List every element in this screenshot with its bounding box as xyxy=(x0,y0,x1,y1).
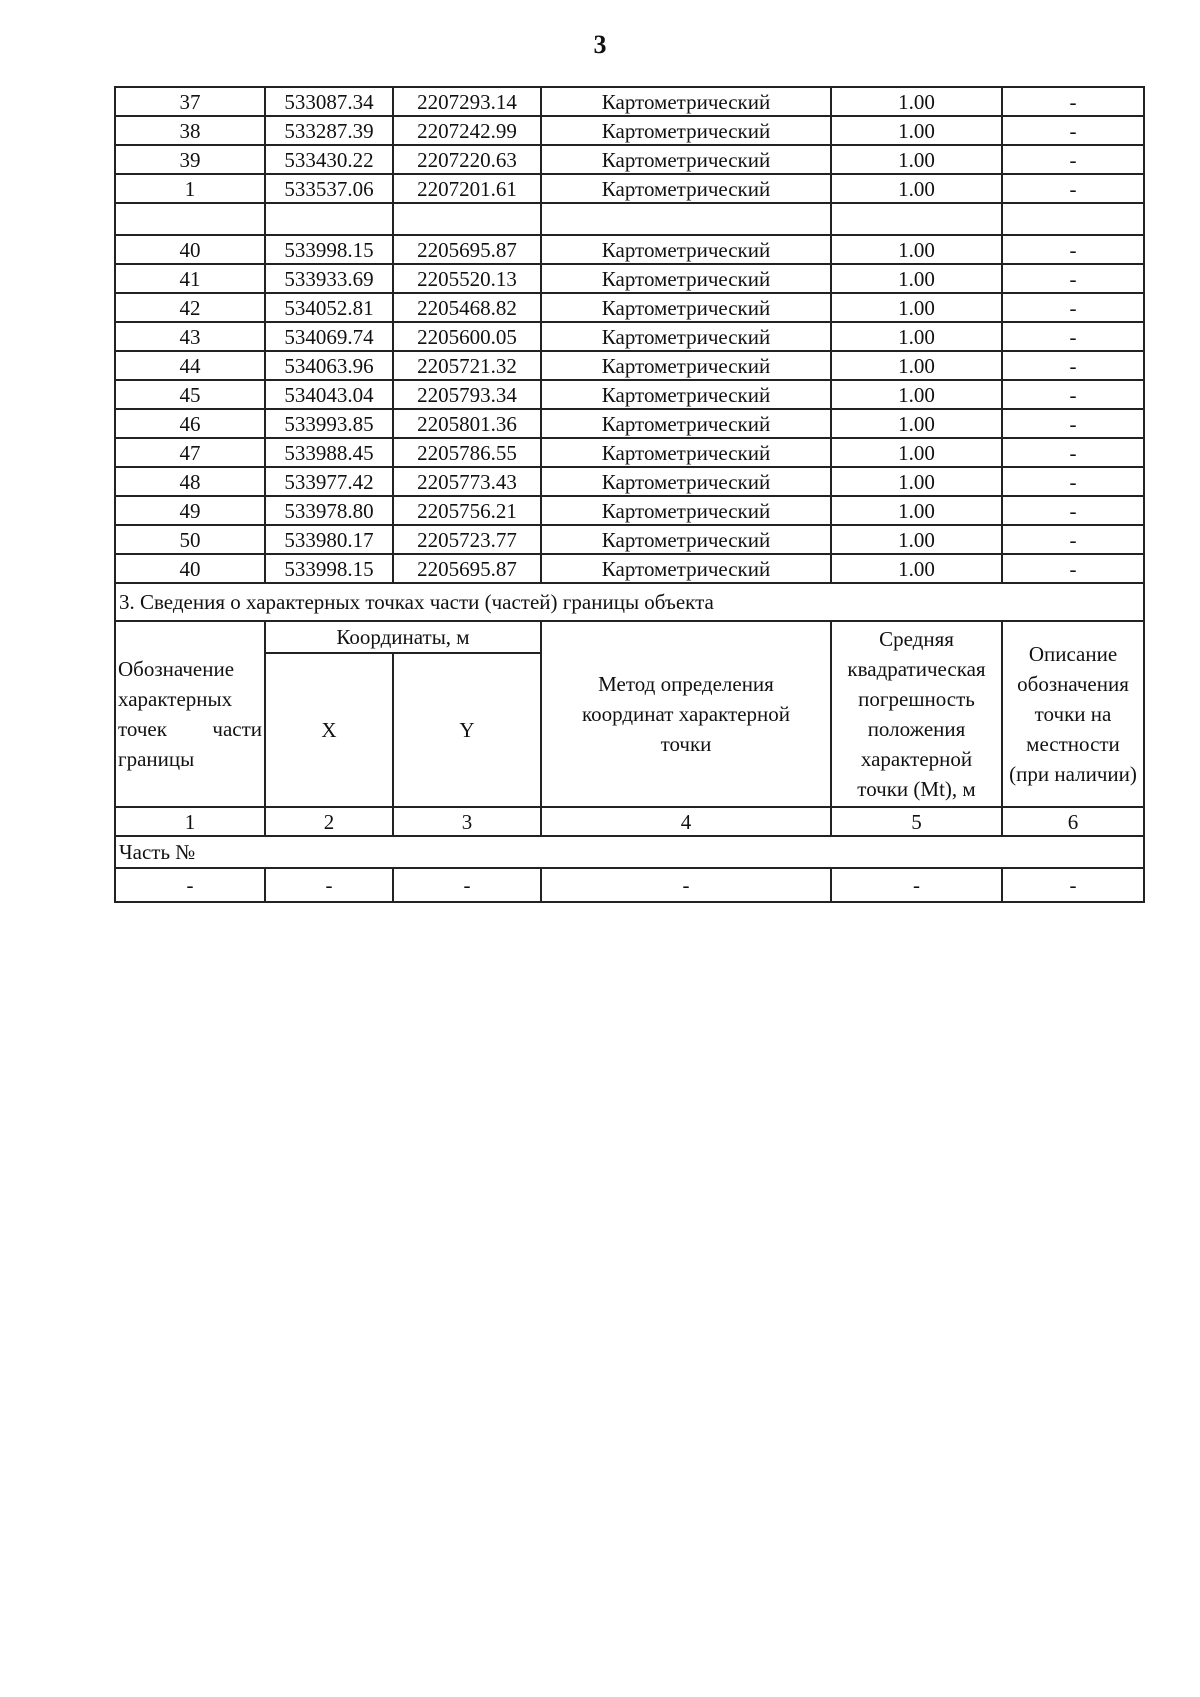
table-cell: 2207242.99 xyxy=(393,116,541,145)
header-method: Метод определения координат характерной точки xyxy=(541,621,831,807)
table-cell: 534052.81 xyxy=(265,293,393,322)
table-cell: 49 xyxy=(115,496,265,525)
header-error: Средняя квадратическая погрешность положения характерной точки (Mt), м xyxy=(831,621,1002,807)
table-cell: - xyxy=(1002,554,1144,583)
table-cell: - xyxy=(1002,174,1144,203)
table-cell: 2205695.87 xyxy=(393,235,541,264)
table-cell: 40 xyxy=(115,235,265,264)
table-cell: 44 xyxy=(115,351,265,380)
table-cell: Картометрический xyxy=(541,525,831,554)
table-cell: 48 xyxy=(115,467,265,496)
table-cell: - xyxy=(1002,409,1144,438)
part-empty-row xyxy=(115,868,1144,902)
column-numbers-row xyxy=(115,807,1144,836)
table-cell: 2207201.61 xyxy=(393,174,541,203)
section-3 xyxy=(115,583,1144,902)
empty-cell xyxy=(541,203,831,235)
table-cell: 1.00 xyxy=(831,145,1002,174)
separator-group xyxy=(115,203,1144,235)
table-cell: - xyxy=(1002,235,1144,264)
table-cell: 534063.96 xyxy=(265,351,393,380)
table-cell: 533537.06 xyxy=(265,174,393,203)
table-cell: 39 xyxy=(115,145,265,174)
table-cell: Картометрический xyxy=(541,467,831,496)
table-cell: 2207293.14 xyxy=(393,87,541,116)
table-cell: 1.00 xyxy=(831,322,1002,351)
table-row xyxy=(115,87,1144,116)
header-coordinates: Координаты, м xyxy=(265,621,541,653)
table-cell: Картометрический xyxy=(541,380,831,409)
table-cell: 1.00 xyxy=(831,554,1002,583)
table-cell: Картометрический xyxy=(541,264,831,293)
table-cell: 2205773.43 xyxy=(393,467,541,496)
table-cell: 46 xyxy=(115,409,265,438)
table-cell: 1.00 xyxy=(831,525,1002,554)
table-cell: - xyxy=(1002,380,1144,409)
table-cell: 1.00 xyxy=(831,496,1002,525)
table-cell: 2205695.87 xyxy=(393,554,541,583)
table-cell: 533993.85 xyxy=(265,409,393,438)
column-number: 4 xyxy=(541,807,831,836)
table-cell: 1.00 xyxy=(831,235,1002,264)
coordinates-table xyxy=(114,86,1145,903)
table-cell: 2205786.55 xyxy=(393,438,541,467)
table-cell: Картометрический xyxy=(541,322,831,351)
table-cell: 2205600.05 xyxy=(393,322,541,351)
empty-cell xyxy=(115,203,265,235)
table-cell: 38 xyxy=(115,116,265,145)
table-cell: - xyxy=(541,868,831,902)
table-row xyxy=(115,235,1144,264)
rows-bottom xyxy=(115,235,1144,583)
empty-cell xyxy=(1002,203,1144,235)
table-cell: - xyxy=(1002,264,1144,293)
table-cell: 2205723.77 xyxy=(393,525,541,554)
page-number: 3 xyxy=(593,30,607,59)
header-point-designation: Обозначение характерных точек части границы xyxy=(115,621,265,807)
table-cell: 533988.45 xyxy=(265,438,393,467)
table-row xyxy=(115,554,1144,583)
table-row xyxy=(115,467,1144,496)
table-row xyxy=(115,264,1144,293)
table-cell: 47 xyxy=(115,438,265,467)
table-row xyxy=(115,496,1144,525)
table-cell: 1.00 xyxy=(831,409,1002,438)
table-cell: 533978.80 xyxy=(265,496,393,525)
table-cell: Картометрический xyxy=(541,87,831,116)
table-cell: 43 xyxy=(115,322,265,351)
table-cell: - xyxy=(1002,116,1144,145)
table-cell: - xyxy=(1002,438,1144,467)
table-cell: Картометрический xyxy=(541,235,831,264)
table-cell: 533933.69 xyxy=(265,264,393,293)
table-cell: 50 xyxy=(115,525,265,554)
table-cell: - xyxy=(1002,145,1144,174)
table-cell: - xyxy=(1002,351,1144,380)
table-cell: 1.00 xyxy=(831,293,1002,322)
table-cell: 1.00 xyxy=(831,351,1002,380)
table-cell: Картометрический xyxy=(541,145,831,174)
table-cell: 1.00 xyxy=(831,174,1002,203)
table-row xyxy=(115,525,1144,554)
table-cell: - xyxy=(1002,293,1144,322)
table-cell: 2205793.34 xyxy=(393,380,541,409)
column-number: 2 xyxy=(265,807,393,836)
table-cell: Картометрический xyxy=(541,554,831,583)
column-number: 6 xyxy=(1002,807,1144,836)
column-number: 5 xyxy=(831,807,1002,836)
table-cell: 533998.15 xyxy=(265,554,393,583)
header-x: X xyxy=(265,653,393,807)
table-cell: Картометрический xyxy=(541,438,831,467)
table-cell: 41 xyxy=(115,264,265,293)
table-cell: - xyxy=(1002,496,1144,525)
rows-top xyxy=(115,87,1144,203)
table-cell: 2205721.32 xyxy=(393,351,541,380)
table-row xyxy=(115,145,1144,174)
table-cell: - xyxy=(1002,87,1144,116)
column-number: 3 xyxy=(393,807,541,836)
table-row xyxy=(115,438,1144,467)
table-row xyxy=(115,380,1144,409)
table-cell: - xyxy=(1002,322,1144,351)
table-cell: 1.00 xyxy=(831,87,1002,116)
table-cell: 533087.34 xyxy=(265,87,393,116)
header-row-top xyxy=(115,621,1144,653)
table-cell: 2205468.82 xyxy=(393,293,541,322)
table-cell: 1.00 xyxy=(831,380,1002,409)
table-cell: Картометрический xyxy=(541,116,831,145)
empty-cell xyxy=(393,203,541,235)
table-cell: 534043.04 xyxy=(265,380,393,409)
table-cell: 2205756.21 xyxy=(393,496,541,525)
table-cell: 1.00 xyxy=(831,116,1002,145)
table-cell: - xyxy=(115,868,265,902)
table-cell: Картометрический xyxy=(541,174,831,203)
table-cell: 2205520.13 xyxy=(393,264,541,293)
part-label-row xyxy=(115,836,1144,868)
table-cell: 1.00 xyxy=(831,467,1002,496)
table-cell: 534069.74 xyxy=(265,322,393,351)
table-cell: 2205801.36 xyxy=(393,409,541,438)
table-cell: 533998.15 xyxy=(265,235,393,264)
table-cell: Картометрический xyxy=(541,409,831,438)
header-y: Y xyxy=(393,653,541,807)
table-cell: 533980.17 xyxy=(265,525,393,554)
table-row xyxy=(115,174,1144,203)
table-cell: - xyxy=(393,868,541,902)
table-cell: 533430.22 xyxy=(265,145,393,174)
table-row xyxy=(115,116,1144,145)
separator-row xyxy=(115,203,1144,235)
table-cell: - xyxy=(1002,868,1144,902)
table-cell: 1.00 xyxy=(831,264,1002,293)
table-cell: 1.00 xyxy=(831,438,1002,467)
table-cell: 533977.42 xyxy=(265,467,393,496)
table-cell: 2207220.63 xyxy=(393,145,541,174)
table-row xyxy=(115,322,1144,351)
table-cell: - xyxy=(265,868,393,902)
table-cell: 37 xyxy=(115,87,265,116)
table-cell: 40 xyxy=(115,554,265,583)
section-title: 3. Сведения о характерных точках части (частей) границы объекта xyxy=(115,583,1144,621)
table-cell: 42 xyxy=(115,293,265,322)
empty-cell xyxy=(831,203,1002,235)
section-title-row xyxy=(115,583,1144,621)
table-row xyxy=(115,409,1144,438)
table-cell: Картометрический xyxy=(541,293,831,322)
table-cell: 45 xyxy=(115,380,265,409)
table-cell: - xyxy=(1002,467,1144,496)
part-label: Часть № xyxy=(115,836,1144,868)
table-cell: 1 xyxy=(115,174,265,203)
header-description: Описание обозначения точки на местности (при наличии) xyxy=(1002,621,1144,807)
table-cell: Картометрический xyxy=(541,351,831,380)
table-cell: 533287.39 xyxy=(265,116,393,145)
table-cell: Картометрический xyxy=(541,496,831,525)
table-row xyxy=(115,293,1144,322)
table-row xyxy=(115,351,1144,380)
empty-cell xyxy=(265,203,393,235)
column-number: 1 xyxy=(115,807,265,836)
table-cell: - xyxy=(1002,525,1144,554)
table-cell: - xyxy=(831,868,1002,902)
